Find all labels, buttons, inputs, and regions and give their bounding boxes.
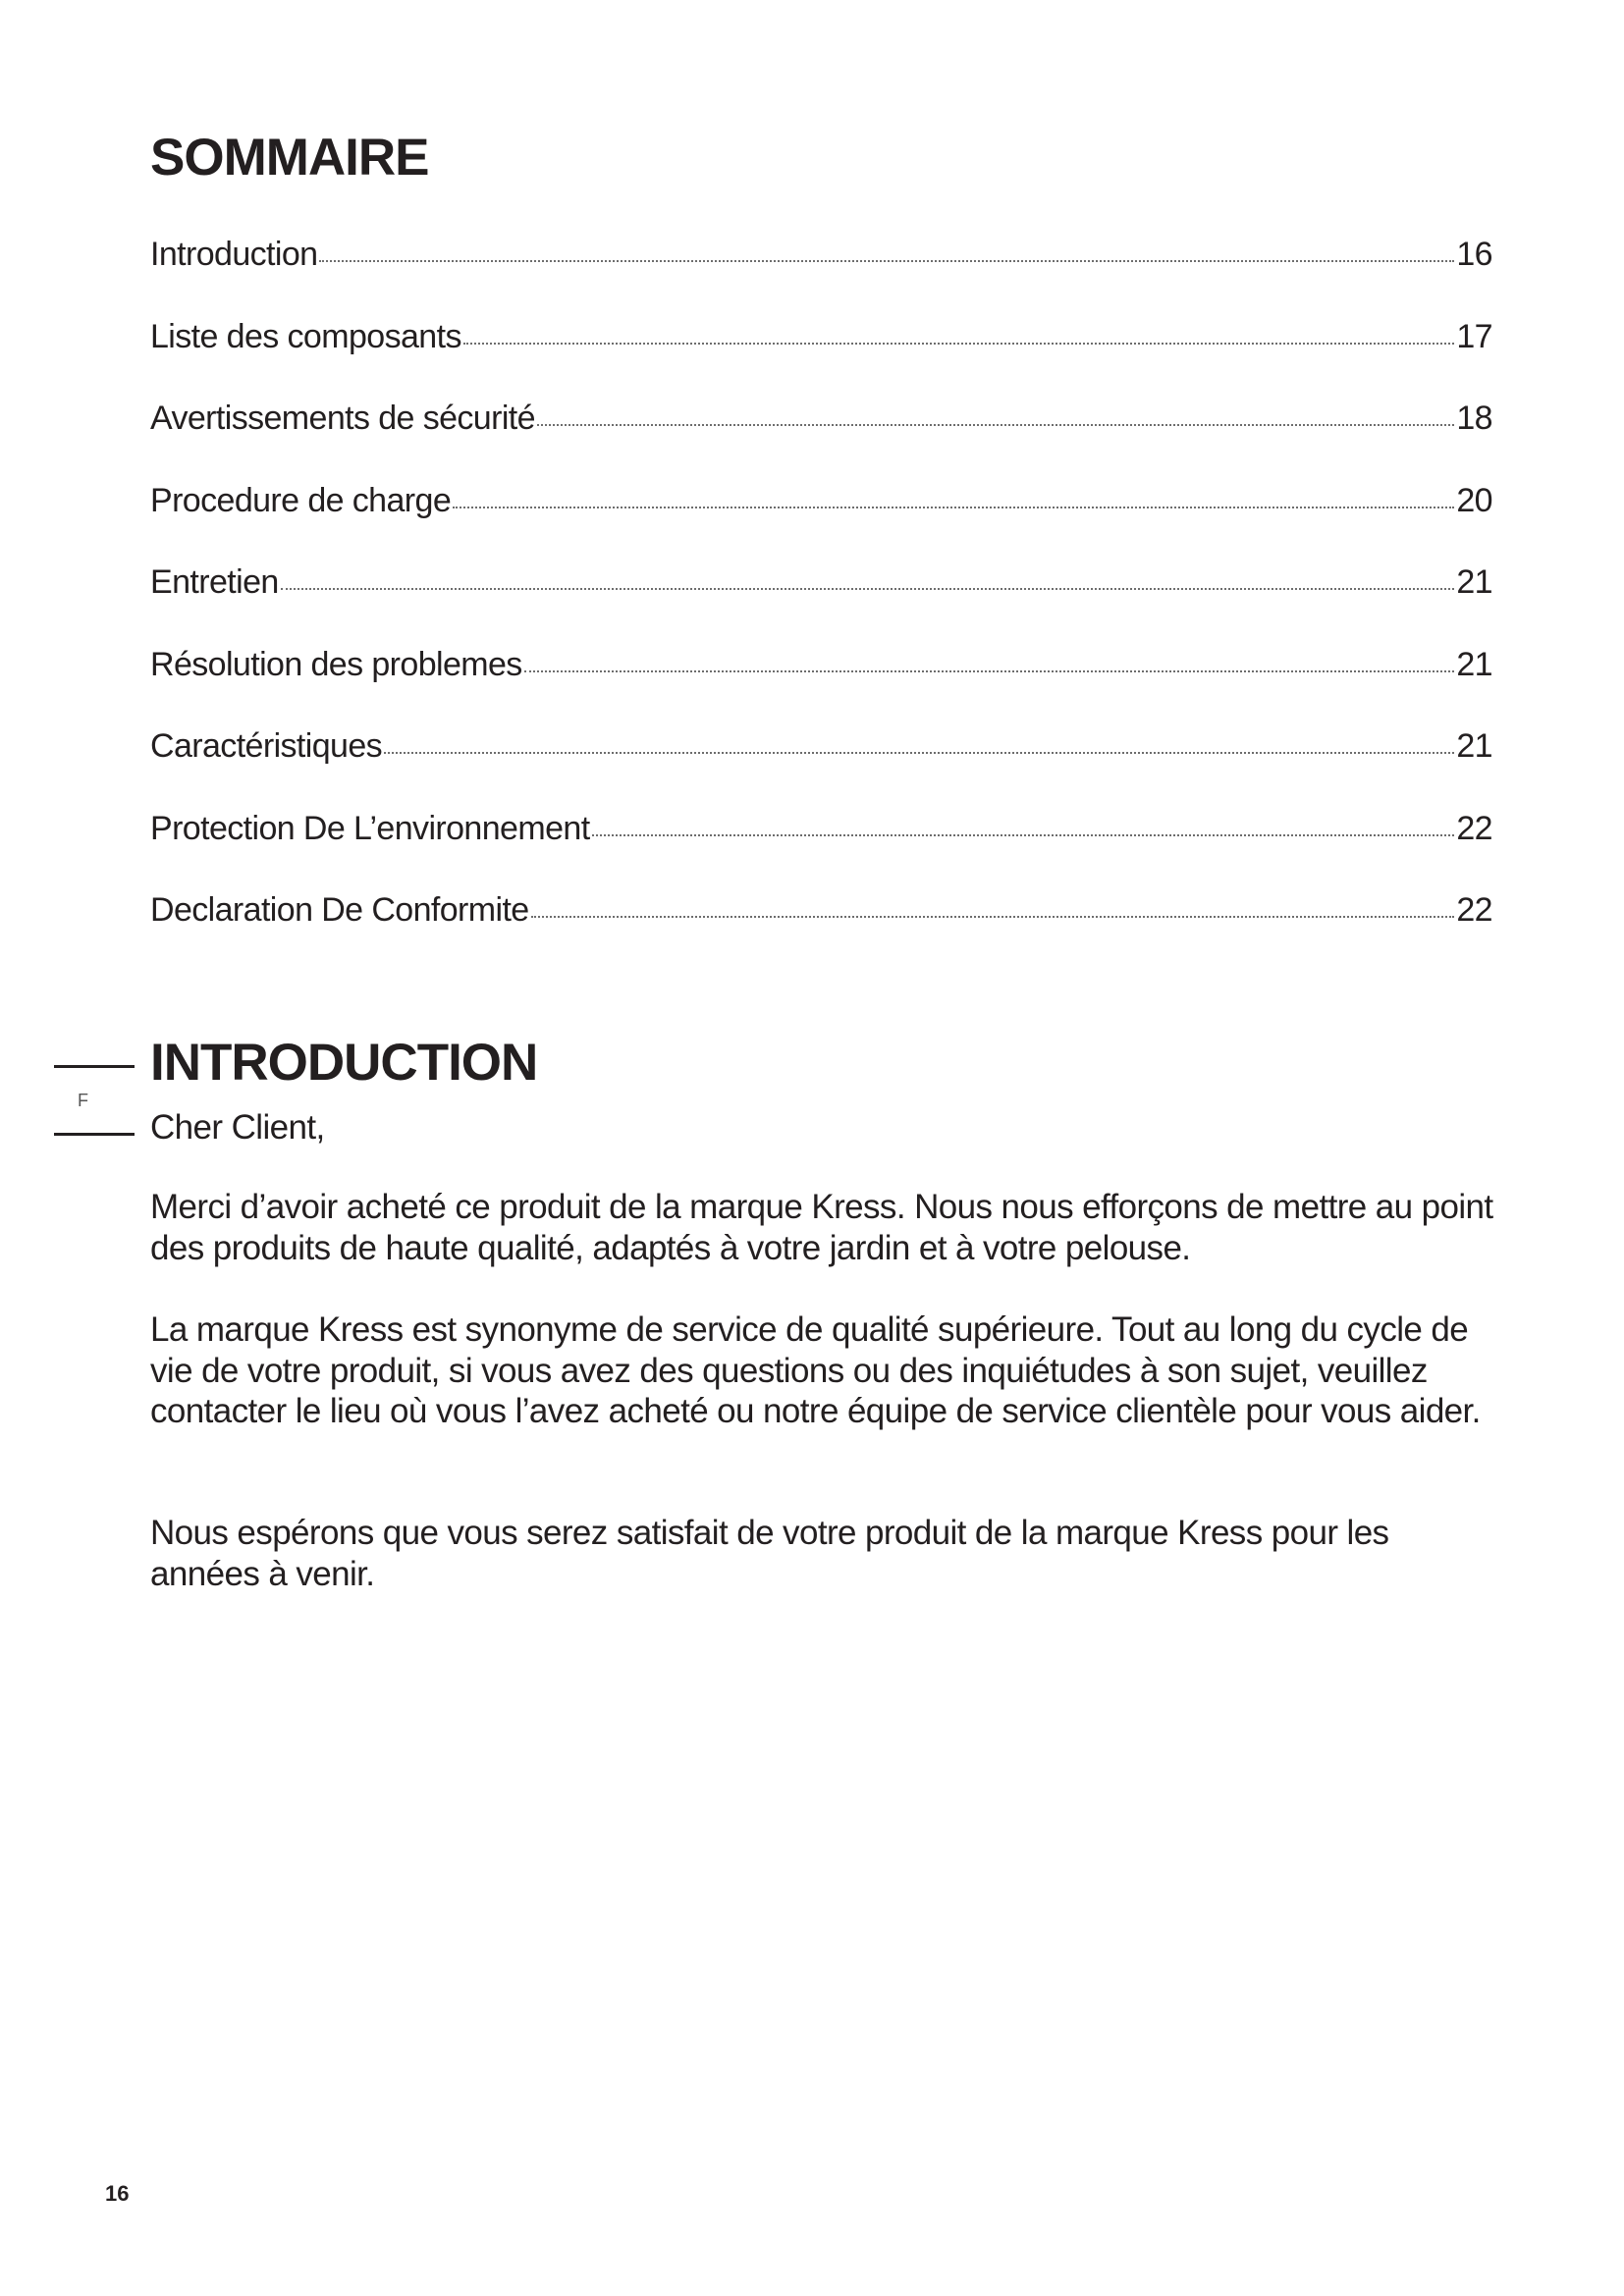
- toc-entry-page: 20: [1456, 481, 1492, 519]
- toc-entry-entretien[interactable]: [150, 563, 1492, 646]
- dot-leader: [384, 752, 1454, 754]
- dot-leader: [463, 343, 1455, 345]
- toc-entry-label: Liste des composants: [150, 317, 461, 355]
- toc-entry-page: 21: [1456, 727, 1492, 765]
- toc-entry-page: 22: [1456, 891, 1492, 929]
- toc-entry-procedure-de-charge[interactable]: [150, 482, 1492, 564]
- toc-entry-page: 17: [1456, 317, 1492, 355]
- toc-entry-label: Introduction: [150, 236, 318, 273]
- toc-entry-page: 16: [1456, 236, 1492, 273]
- toc-entry-page: 21: [1456, 563, 1492, 601]
- intro-paragraph: La marque Kress est synonyme de service de qualité supérieure. Tout au long du cycle de vie de votre produit, si vous avez des questions ou des inquiétudes à son sujet, veuillez contacter le lieu où vous l’avez acheté ou notre équipe de service clientèle pour vous aider.: [150, 1310, 1481, 1430]
- toc-entry-page: 22: [1456, 809, 1492, 847]
- table-of-contents: [150, 236, 1492, 974]
- toc-entry-label: Declaration De Conformite: [150, 891, 529, 929]
- intro-paragraph: Merci d’avoir acheté ce produit de la marque Kress. Nous nous efforçons de mettre au point des produits de haute qualité, adaptés à votre jardin et à votre pelouse.: [150, 1188, 1493, 1267]
- toc-entry-label: Entretien: [150, 563, 279, 601]
- dot-leader: [537, 424, 1454, 426]
- toc-entry-avertissements[interactable]: [150, 400, 1492, 482]
- toc-entry-introduction[interactable]: [150, 236, 1492, 318]
- dot-leader: [453, 507, 1454, 508]
- toc-entry-declaration-conformite[interactable]: [150, 891, 1492, 974]
- toc-entry-label: Résolution des problemes: [150, 645, 522, 683]
- dot-leader: [531, 916, 1455, 918]
- toc-entry-liste-des-composants[interactable]: [150, 318, 1492, 400]
- toc-entry-label: Procedure de charge: [150, 481, 452, 519]
- toc-entry-page: 18: [1456, 400, 1492, 437]
- page-number: 16: [105, 2181, 130, 2206]
- toc-entry-page: 21: [1456, 645, 1492, 683]
- toc-entry-label: Avertissements de sécurité: [150, 400, 535, 437]
- dot-leader: [524, 670, 1455, 672]
- toc-title: SOMMAIRE: [150, 129, 429, 187]
- intro-paragraph: Nous espérons que vous serez satisfait de votre produit de la marque Kress pour les années à venir.: [150, 1514, 1389, 1593]
- toc-entry-label: Protection De L’environnement: [150, 809, 590, 847]
- language-code: F: [78, 1091, 88, 1110]
- salutation: Cher Client,: [150, 1108, 325, 1147]
- toc-entry-caracteristiques[interactable]: [150, 727, 1492, 810]
- toc-entry-label: Caractéristiques: [150, 727, 383, 765]
- dot-leader: [281, 588, 1455, 590]
- language-marker-rule: [54, 1065, 135, 1068]
- dot-leader: [319, 260, 1454, 262]
- dot-leader: [592, 834, 1455, 836]
- toc-entry-protection-environnement[interactable]: [150, 810, 1492, 892]
- toc-entry-resolution-des-problemes[interactable]: [150, 646, 1492, 728]
- language-tab-marker: [54, 1065, 135, 1136]
- language-marker-rule: [54, 1133, 135, 1136]
- introduction-title: INTRODUCTION: [150, 1034, 538, 1092]
